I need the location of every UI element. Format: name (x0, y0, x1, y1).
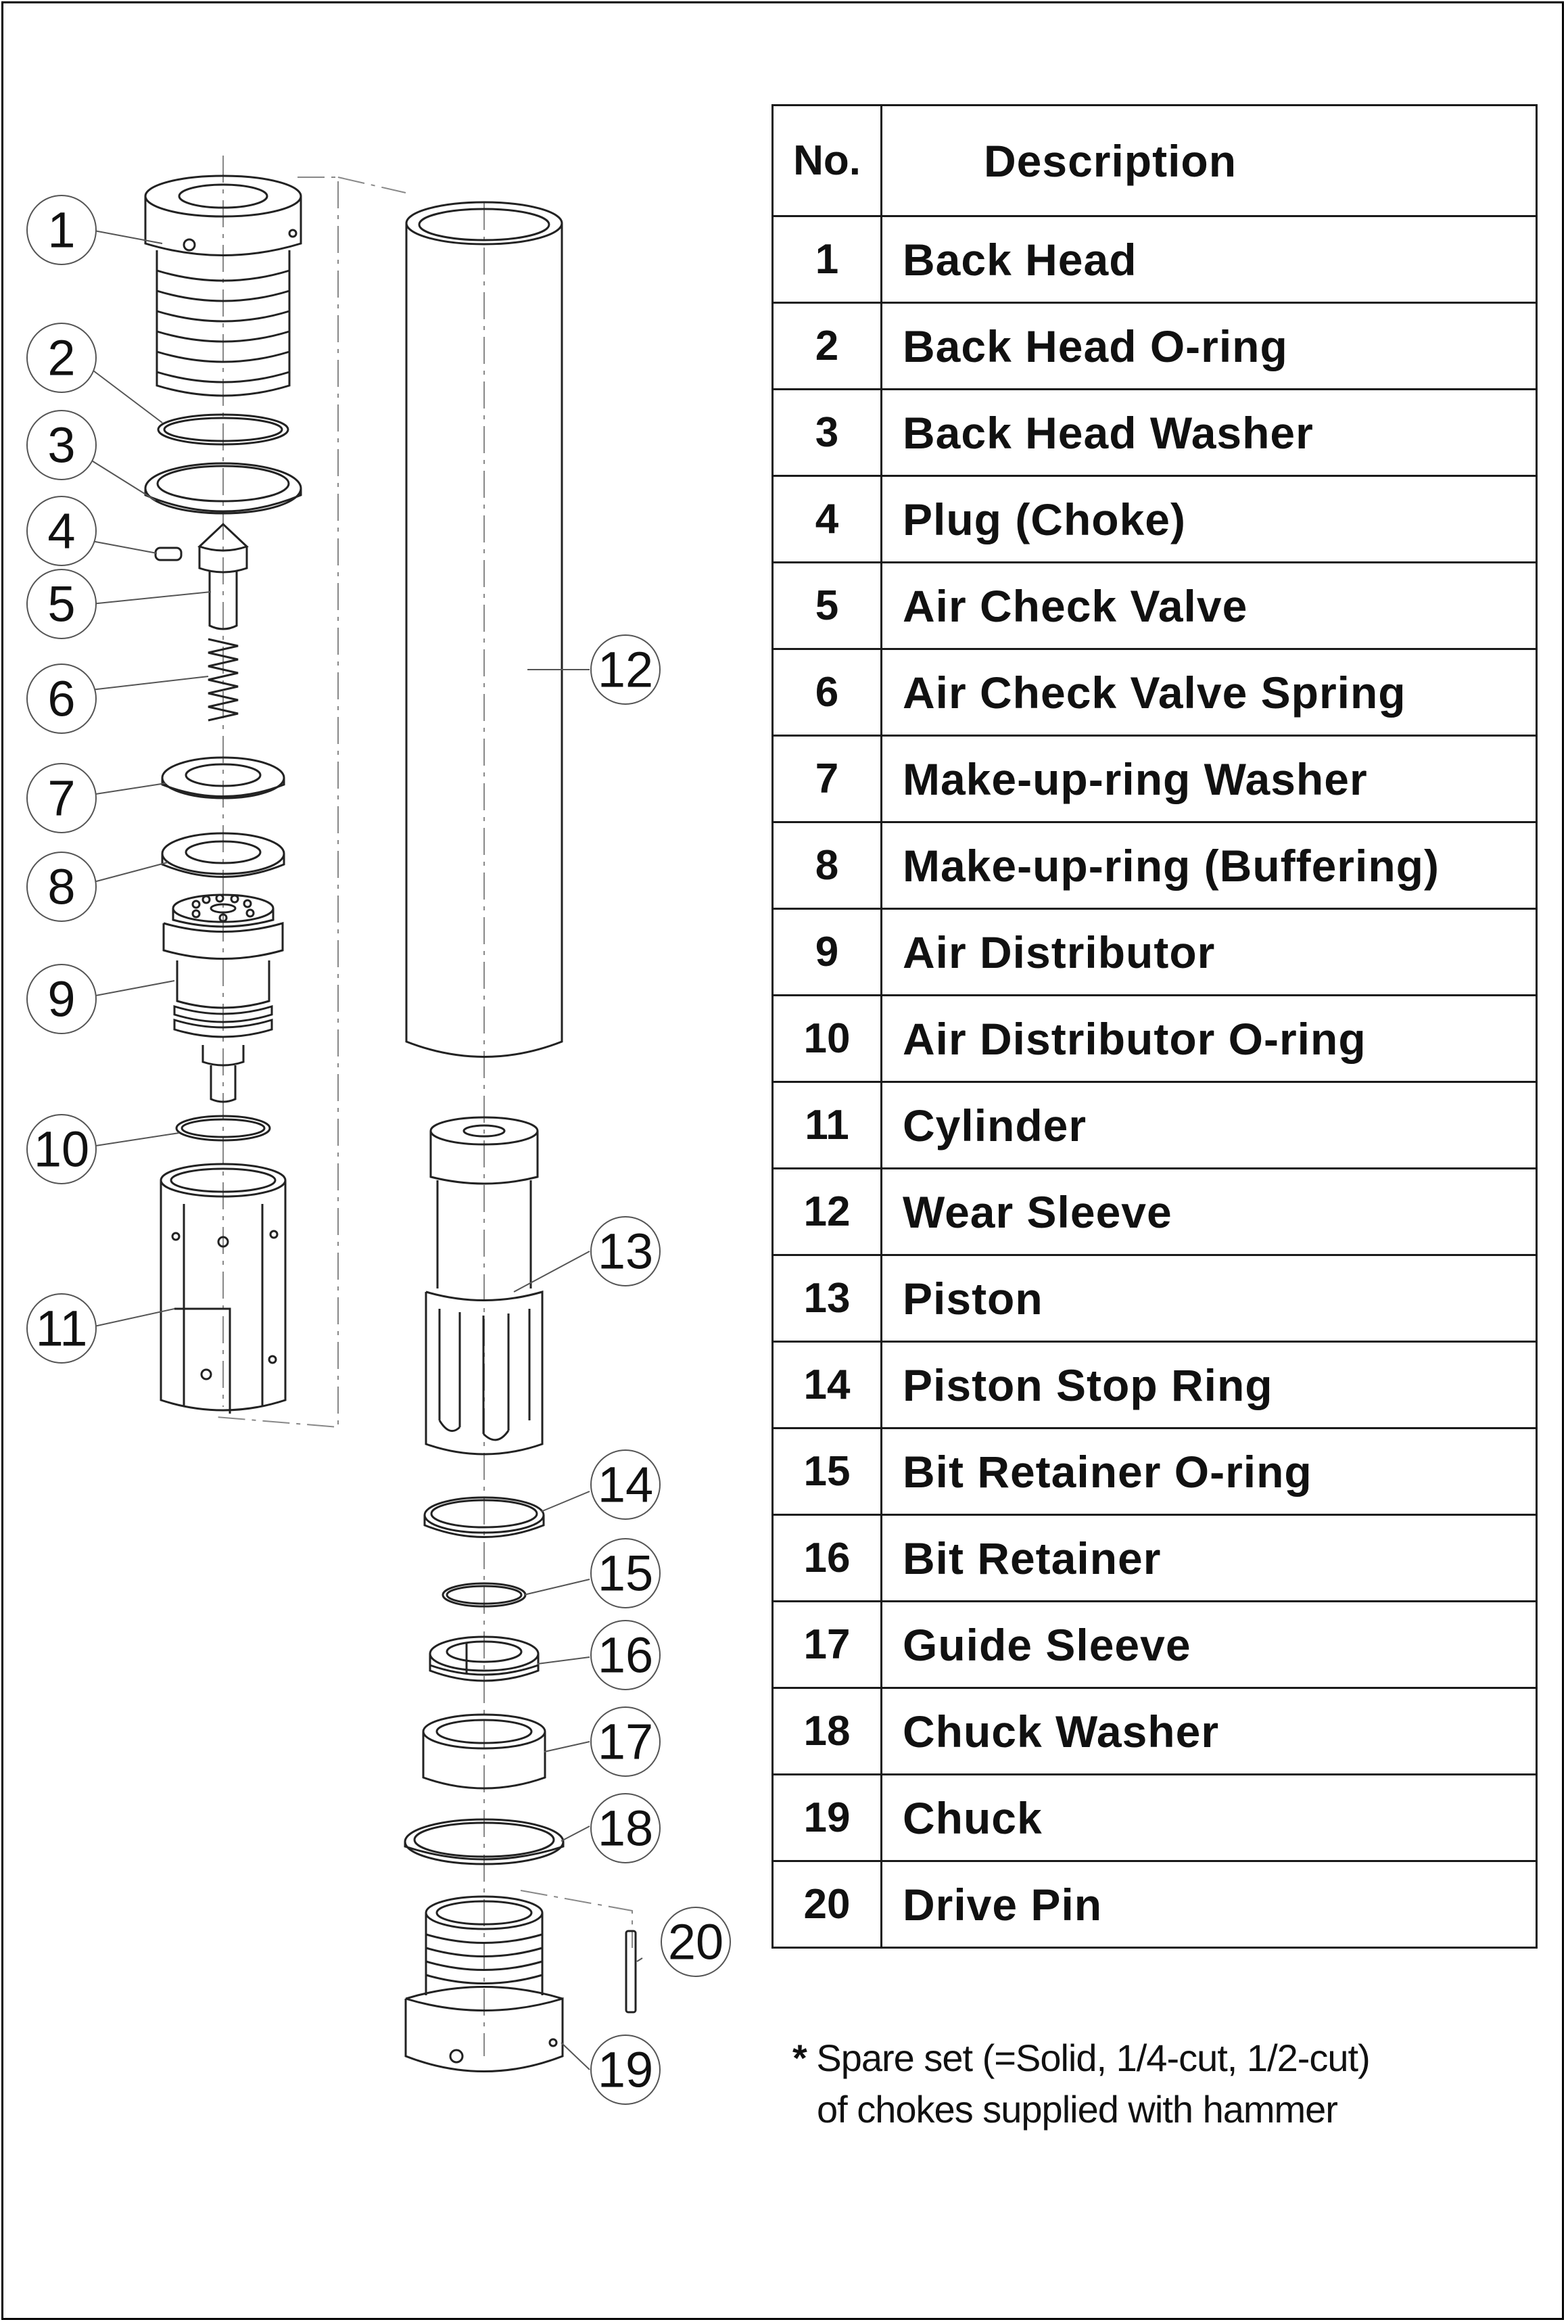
row-description: Bit Retainer O-ring (882, 1428, 1537, 1515)
table-row (773, 303, 1537, 390)
row-no: 19 (773, 1775, 882, 1861)
row-description: Back Head Washer (882, 390, 1537, 476)
row-description: Piston Stop Ring (882, 1342, 1537, 1428)
row-no: 11 (773, 1082, 882, 1169)
callout-17: 17 (597, 1713, 654, 1770)
note-line-1: Spare set (=Solid, 1/4-cut, 1/2-cut) (806, 2037, 1370, 2079)
row-no: 7 (773, 736, 882, 822)
row-description: Chuck Washer (882, 1688, 1537, 1775)
table-row (773, 909, 1537, 996)
callout-14: 14 (597, 1456, 654, 1513)
row-no: 8 (773, 822, 882, 909)
row-description: Piston (882, 1255, 1537, 1342)
table-row (773, 1515, 1537, 1602)
row-description: Chuck (882, 1775, 1537, 1861)
note-asterisk: * (792, 2037, 807, 2079)
row-no: 4 (773, 476, 882, 563)
row-no: 16 (773, 1515, 882, 1602)
table-row (773, 822, 1537, 909)
row-description: Drive Pin (882, 1861, 1537, 1948)
callout-16: 16 (597, 1627, 654, 1683)
table-row (773, 1602, 1537, 1688)
row-no: 12 (773, 1169, 882, 1255)
table-row (773, 1775, 1537, 1861)
leader-lines (91, 230, 642, 2070)
callout-4: 4 (47, 503, 76, 559)
table-row (773, 476, 1537, 563)
callout-19: 19 (597, 2041, 654, 2098)
parts-table (771, 104, 1538, 1949)
callout-8: 8 (47, 858, 76, 915)
row-no: 5 (773, 563, 882, 649)
header-no: No. (773, 106, 882, 216)
row-no: 9 (773, 909, 882, 996)
part-plug-choke (156, 548, 181, 560)
table-row (773, 1255, 1537, 1342)
row-description: Air Check Valve (882, 563, 1537, 649)
table-row (773, 1428, 1537, 1515)
row-no: 14 (773, 1342, 882, 1428)
row-description: Back Head O-ring (882, 303, 1537, 390)
table-row (773, 1342, 1537, 1428)
row-no: 6 (773, 649, 882, 736)
row-description: Wear Sleeve (882, 1169, 1537, 1255)
row-no: 2 (773, 303, 882, 390)
row-description: Guide Sleeve (882, 1602, 1537, 1688)
callout-10: 10 (33, 1121, 90, 1178)
table-row (773, 1688, 1537, 1775)
table-row (773, 1169, 1537, 1255)
row-description: Make-up-ring (Buffering) (882, 822, 1537, 909)
table-header-row (773, 106, 1537, 216)
spare-set-note (792, 2032, 1370, 2135)
callout-7: 7 (47, 770, 76, 827)
table-row (773, 390, 1537, 476)
row-no: 18 (773, 1688, 882, 1775)
callout-2: 2 (47, 329, 76, 386)
callout-9: 9 (47, 971, 76, 1027)
callout-5: 5 (47, 576, 76, 632)
row-no: 20 (773, 1861, 882, 1948)
table-row (773, 1082, 1537, 1169)
row-no: 3 (773, 390, 882, 476)
callout-20: 20 (667, 1913, 724, 1970)
row-description: Air Check Valve Spring (882, 649, 1537, 736)
row-no: 13 (773, 1255, 882, 1342)
callout-13: 13 (597, 1223, 654, 1280)
callout-11: 11 (35, 1300, 88, 1357)
callout-1: 1 (47, 202, 76, 258)
part-drive-pin (626, 1931, 636, 2012)
exploded-diagram (0, 0, 764, 2324)
row-description: Make-up-ring Washer (882, 736, 1537, 822)
row-description: Air Distributor O-ring (882, 996, 1537, 1082)
callout-12: 12 (597, 641, 654, 698)
table-row (773, 996, 1537, 1082)
row-no: 1 (773, 216, 882, 303)
row-description: Air Distributor (882, 909, 1537, 996)
callout-15: 15 (597, 1545, 654, 1602)
table-row (773, 563, 1537, 649)
callout-18: 18 (597, 1800, 654, 1857)
row-description: Cylinder (882, 1082, 1537, 1169)
row-description: Plug (Choke) (882, 476, 1537, 563)
row-no: 17 (773, 1602, 882, 1688)
table-row (773, 216, 1537, 303)
header-description: Description (882, 106, 1537, 216)
phantom-line-cylinder (216, 177, 338, 1427)
table-row (773, 736, 1537, 822)
callout-3: 3 (47, 417, 76, 473)
note-line-2: of chokes supplied with hammer (817, 2088, 1337, 2131)
phantom-line-sleeve (338, 177, 406, 193)
table-row (773, 649, 1537, 736)
row-description: Back Head (882, 216, 1537, 303)
row-description: Bit Retainer (882, 1515, 1537, 1602)
table-row (773, 1861, 1537, 1948)
row-no: 10 (773, 996, 882, 1082)
row-no: 15 (773, 1428, 882, 1515)
callout-6: 6 (47, 670, 76, 727)
